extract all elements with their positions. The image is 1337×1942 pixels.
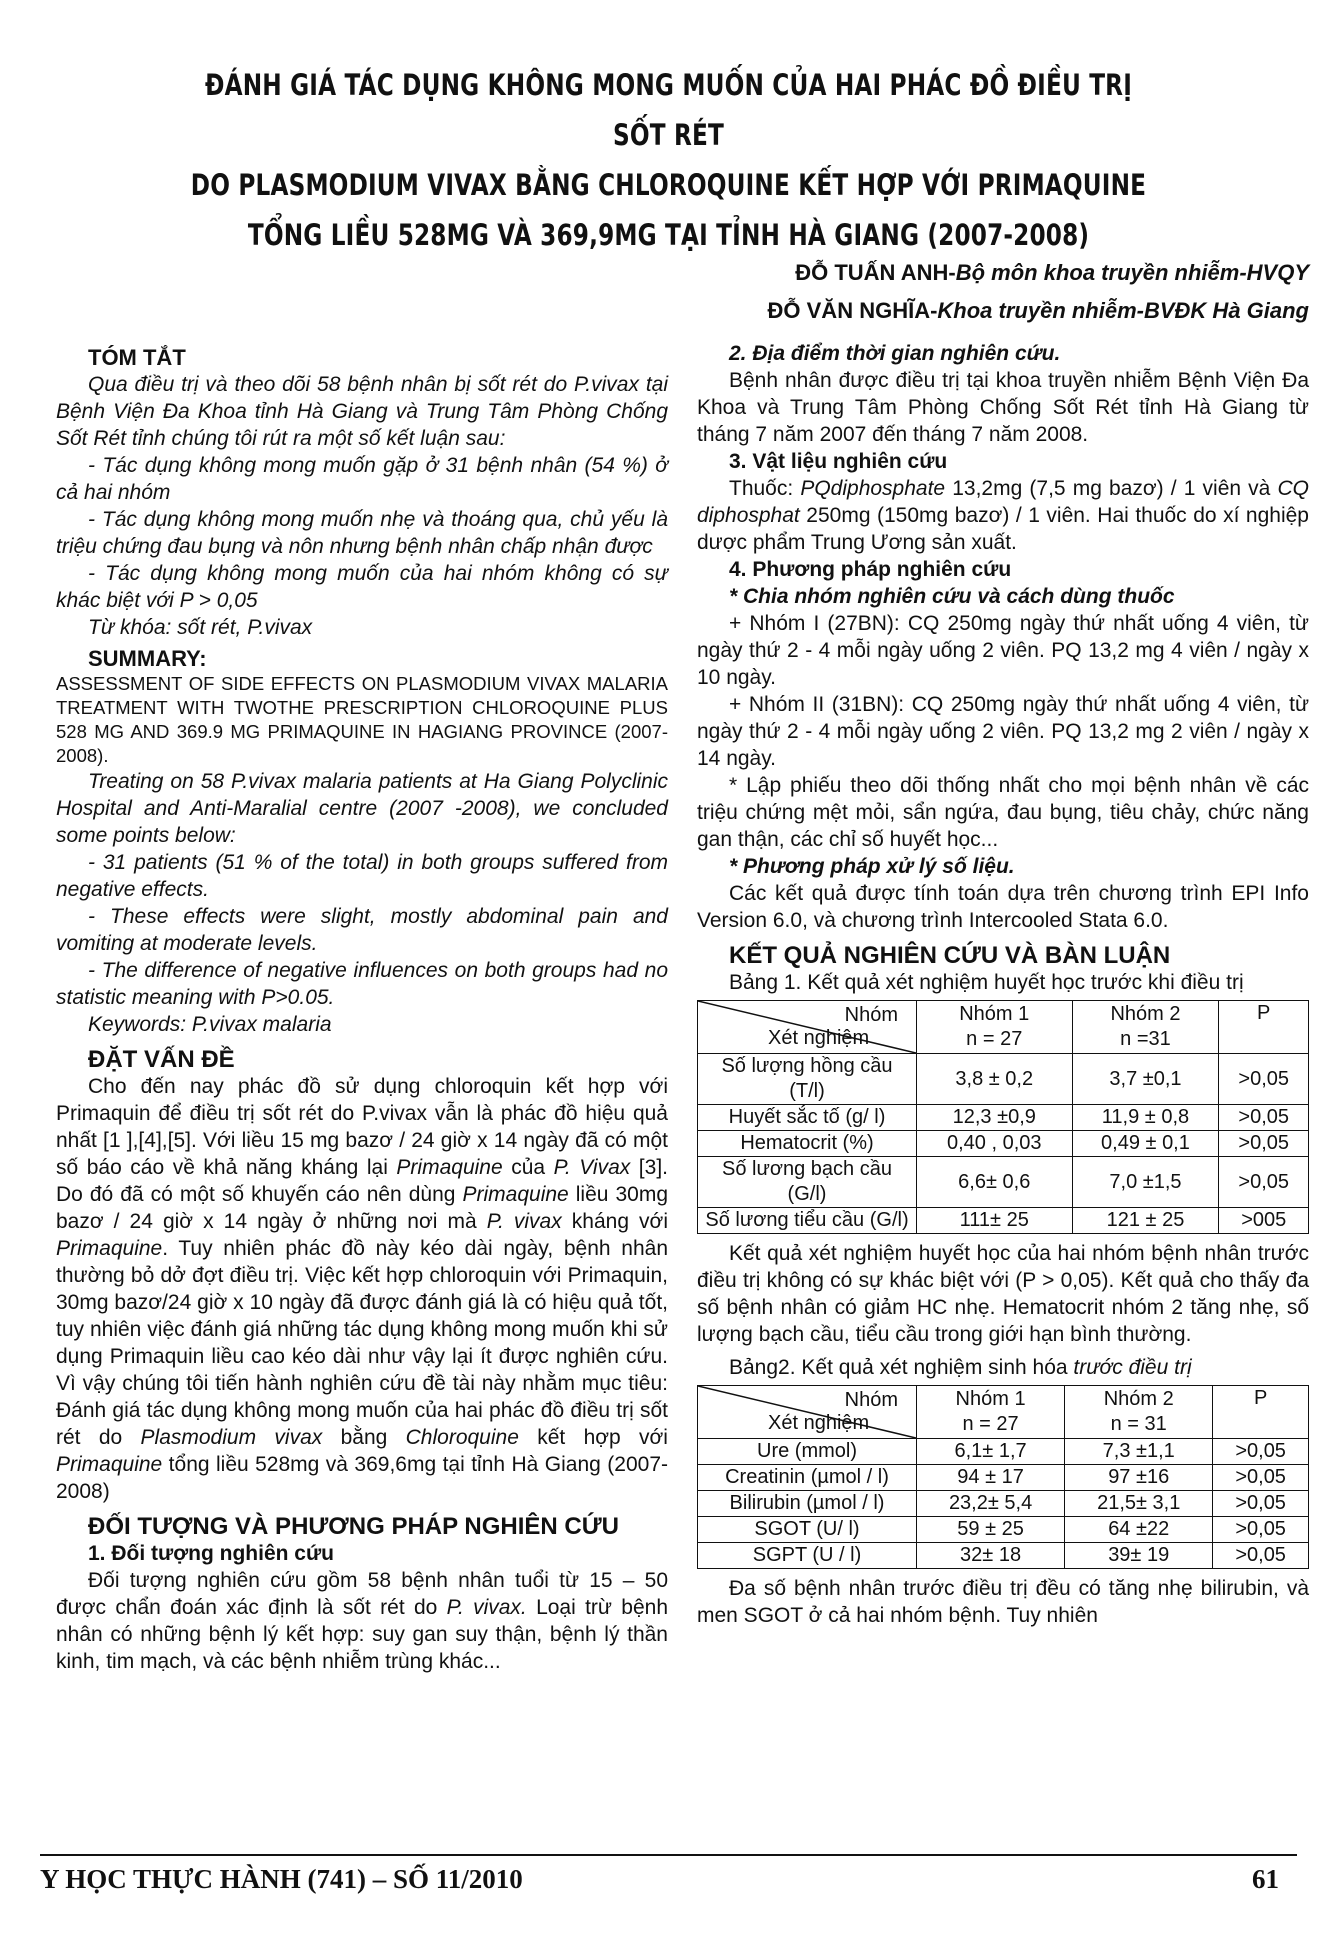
table-1-header xyxy=(698,1001,1309,1054)
table-row: Creatinin (µmol / l) 94 ± 17 97 ±16 >0,05 xyxy=(698,1465,1309,1491)
table-1-diagonal-header: Nhóm Xét nghiệm xyxy=(698,1001,917,1054)
methods-heading: ĐỐI TƯỢNG VÀ PHƯƠNG PHÁP NGHIÊN CỨU xyxy=(88,1513,619,1540)
abstract-keywords: Từ khóa: sốt rét, P.vivax xyxy=(88,616,313,639)
page-footer xyxy=(40,1854,1297,1894)
summary-keywords: Keywords: P.vivax malaria xyxy=(88,1013,332,1036)
table-row: Ure (mmol) 6,1± 1,7 7,3 ±1,1 >0,05 xyxy=(698,1439,1309,1465)
summary-title: ASSESSMENT OF SIDE EFFECTS ON PLASMODIUM VIVAX MALARIA TREATMENT WITH TWOTHE PRESCRIPTION CHLOROQUINE PLUS 528 MG AND 369.9 MG PRIMAQUINE IN HAGIANG PROVINCE (2007-2008). xyxy=(56,673,668,766)
methods-section-1-text: Đối tượng nghiên cứu gồm 58 bệnh nhân tuổi từ 15 – 50 được chẩn đoán xác định là sốt rét do P. vivax. Loại trừ bệnh nhân có những bệnh lý kết hợp: suy gan suy thận, bệnh lý thần kinh, tim mạch, và các bệnh nhiễm trùng khác... xyxy=(56,1569,668,1673)
group-2-regimen: + Nhóm II (31BN): CQ 250mg ngày thứ nhất uống 4 viên, từ ngày thứ 2 - 4 mỗi ngày uống 2 viên. PQ 13,2 mg 2 viên / ngày x 14 ngày. xyxy=(697,693,1309,770)
journal-name: Y HỌC THỰC HÀNH (741) – SỐ 11/2010 xyxy=(40,1864,523,1894)
table-row: SGPT (U / l) 32± 18 39± 19 >0,05 xyxy=(698,1543,1309,1569)
table-2-diagonal-header: Nhóm Xét nghiệm xyxy=(698,1386,917,1439)
methods-section-4: 4. Phương pháp nghiên cứu xyxy=(729,558,1012,581)
table-row: Bilirubin (µmol / l) 23,2± 5,4 21,5± 3,1 >0,05 xyxy=(698,1491,1309,1517)
title-line-3: TỔNG LIỀU 528MG VÀ 369,9MG TẠI TỈNH HÀ GIANG (2007-2008) xyxy=(247,218,1090,252)
abstract-point-3: - Tác dụng không mong muốn của hai nhóm không có sự khác biệt với P > 0,05 xyxy=(56,562,668,612)
group-1-regimen: + Nhóm I (27BN): CQ 250mg ngày thứ nhất uống 4 viên, từ ngày thứ 2 - 4 mỗi ngày uống 2 viên. PQ 13,2 mg 4 viên / ngày x 10 ngày. xyxy=(697,612,1309,689)
abstract-intro: Qua điều trị và theo dõi 58 bệnh nhân bị sốt rét do P.vivax tại Bệnh Viện Đa Khoa tỉnh Hà Giang và Trung Tâm Phòng Chống Sốt Rét tỉnh chúng tôi rút ra một số kết luận sau: xyxy=(56,373,668,450)
page-number: 61 xyxy=(1252,1864,1279,1894)
table-row: Số lương tiểu cầu (G/l) 111± 25 121 ± 25 >005 xyxy=(698,1208,1309,1234)
paper-title xyxy=(60,60,1277,260)
table-row: Số lượng hồng cầu (T/l) 3,8 ± 0,2 3,7 ±0,1 >0,05 xyxy=(698,1054,1309,1105)
followup-form: * Lập phiếu theo dõi thống nhất cho mọi bệnh nhân về các triệu chứng mệt mỏi, sẩn ngứa, đau bụng, tiêu chảy, chức năng gan thận, các chỉ số huyết học... xyxy=(697,774,1309,851)
table-2-discussion: Đa số bệnh nhân trước điều trị đều có tăng nhẹ bilirubin, và men SGOT ở cả hai nhóm bệnh. Tuy nhiên xyxy=(697,1577,1309,1627)
table-row: Hematocrit (%) 0,40 , 0,03 0,49 ± 0,1 >0,05 xyxy=(698,1131,1309,1157)
summary-point-1: - 31 patients (51 % of the total) in both groups suffered from negative effects. xyxy=(56,851,668,901)
table-2-header xyxy=(698,1386,1309,1439)
table-2-p-header: P xyxy=(1213,1386,1309,1439)
title-line-2: DO PLASMODIUM VIVAX BẰNG CHLOROQUINE KẾT HỢP VỚI PRIMAQUINE xyxy=(190,168,1147,202)
left-column xyxy=(56,340,668,1675)
summary-point-3: - The difference of negative influences on both groups had no statistic meaning with P>0.05. xyxy=(56,959,668,1009)
table-2-caption: Bảng2. Kết quả xét nghiệm sinh hóa trước điều trị xyxy=(729,1356,1192,1379)
table-2-group-1: Nhóm 1 n = 27 xyxy=(917,1386,1065,1439)
table-2-group-2: Nhóm 2 n = 31 xyxy=(1065,1386,1213,1439)
methods-section-4-sub: * Chia nhóm nghiên cứu và cách dùng thuốc xyxy=(729,585,1175,608)
right-column xyxy=(697,340,1309,1629)
table-1-group-2: Nhóm 2 n =31 xyxy=(1072,1001,1219,1054)
summary-point-2: - These effects were slight, mostly abdominal pain and vomiting at moderate levels. xyxy=(56,905,668,955)
methods-section-3: 3. Vật liệu nghiên cứu xyxy=(729,450,948,473)
table-1-group-1: Nhóm 1 n = 27 xyxy=(917,1001,1073,1054)
table-row: Số lương bạch cầu (G/l) 6,6± 0,6 7,0 ±1,5 >0,05 xyxy=(698,1157,1309,1208)
abstract-heading: TÓM TẮT xyxy=(88,345,186,370)
methods-section-3-text: Thuốc: PQdiphosphate 13,2mg (7,5 mg bazơ) / 1 viên và CQ diphosphat 250mg (150mg bazơ) / 1 viên. Hai thuốc do xí nghiệp dược phẩm Trung Ương sản xuất. xyxy=(697,477,1309,554)
summary-heading: SUMMARY: xyxy=(88,646,207,671)
title-line-1: ĐÁNH GIÁ TÁC DỤNG KHÔNG MONG MUỐN CỦA HAI PHÁC ĐỒ ĐIỀU TRỊ SỐT RÉT xyxy=(204,68,1132,152)
table-2 xyxy=(697,1385,1309,1569)
table-1-p-header: P xyxy=(1219,1001,1309,1054)
author-1: ĐỖ TUẤN ANH-Bộ môn khoa truyền nhiễm-HVQY xyxy=(795,260,1309,285)
table-1 xyxy=(697,1000,1309,1234)
summary-intro: Treating on 58 P.vivax malaria patients at Ha Giang Polyclinic Hospital and Anti-Maralial centre (2007 -2008), we concluded some points below: xyxy=(56,770,668,847)
author-2: ĐỖ VĂN NGHĨA-Khoa truyền nhiễm-BVĐK Hà Giang xyxy=(767,298,1309,323)
results-heading: KẾT QUẢ NGHIÊN CỨU VÀ BÀN LUẬN xyxy=(729,942,1171,969)
stats-text: Các kết quả được tính toán dựa trên chương trình EPI Info Version 6.0, và chương trình Intercooled Stata 6.0. xyxy=(697,882,1309,932)
stats-heading: * Phương pháp xử lý số liệu. xyxy=(729,855,1015,878)
table-1-caption: Bảng 1. Kết quả xét nghiệm huyết học trước khi điều trị xyxy=(729,971,1244,994)
table-1-discussion: Kết quả xét nghiệm huyết học của hai nhóm bệnh nhân trước điều trị không có sự khác biệt với (P > 0,05). Kết quả cho thấy đa số bệnh nhân có giảm HC nhẹ. Hematocrit nhóm 2 tăng nhẹ, số lượng bạch cầu, tiểu cầu trong giới hạn bình thường. xyxy=(697,1242,1309,1346)
abstract-point-2: - Tác dụng không mong muốn nhẹ và thoáng qua, chủ yếu là triệu chứng đau bụng và nôn nhưng bệnh nhân chấp nhận được xyxy=(56,508,668,558)
intro-heading: ĐẶT VẤN ĐỀ xyxy=(88,1046,235,1073)
intro-paragraph: Cho đến nay phác đồ sử dụng chloroquin kết hợp với Primaquin để điều trị sốt rét do P.vivax vẫn là phác đồ hiệu quả nhất [1 ],[4],[5]. Với liều 15 mg bazơ / 24 giờ x 14 ngày đã có một số báo cáo về khả năng kháng lại Primaquine của P. Vivax [3]. Do đó đã có một số khuyến cáo nên dùng Primaquine liều 30mg bazơ / 24 giờ x 14 ngày ở những nơi mà P. vivax kháng với Primaquine. Tuy nhiên phác đồ này kéo dài ngày, bệnh nhân thường bỏ dở đợt điều trị. Việc kết hợp chloroquin với Primaquin, 30mg bazơ/24 giờ x 10 ngày đã được đánh giá là có hiệu quả tốt, tuy nhiên việc đánh giá những tác dụng không mong muốn khi sử dụng Primaquin liều cao kéo dài như vậy lại ít được nghiên cứu. Vì vậy chúng tôi tiến hành nghiên cứu đề tài này nhằm mục tiêu: Đánh giá tác dụng không mong muốn của hai phác đồ điều trị sốt rét do Plasmodium vivax bằng Chloroquine kết hợp với Primaquine tổng liều 528mg và 369,6mg tại tỉnh Hà Giang (2007-2008) xyxy=(56,1075,669,1503)
author-list xyxy=(768,254,1309,330)
table-row: SGOT (U/ l) 59 ± 25 64 ±22 >0,05 xyxy=(698,1517,1309,1543)
methods-section-1: 1. Đối tượng nghiên cứu xyxy=(88,1542,335,1565)
table-row: Huyết sắc tố (g/ l) 12,3 ±0,9 11,9 ± 0,8 >0,05 xyxy=(698,1105,1309,1131)
methods-section-2-text: Bệnh nhân được điều trị tại khoa truyền nhiễm Bệnh Viện Đa Khoa và Trung Tâm Phòng Chống Sốt Rét tỉnh Hà Giang từ tháng 7 năm 2007 đến tháng 7 năm 2008. xyxy=(697,369,1309,446)
abstract-point-1: - Tác dụng không mong muốn gặp ở 31 bệnh nhân (54 %) ở cả hai nhóm xyxy=(56,454,668,504)
methods-section-2: 2. Địa điểm thời gian nghiên cứu. xyxy=(729,342,1061,365)
